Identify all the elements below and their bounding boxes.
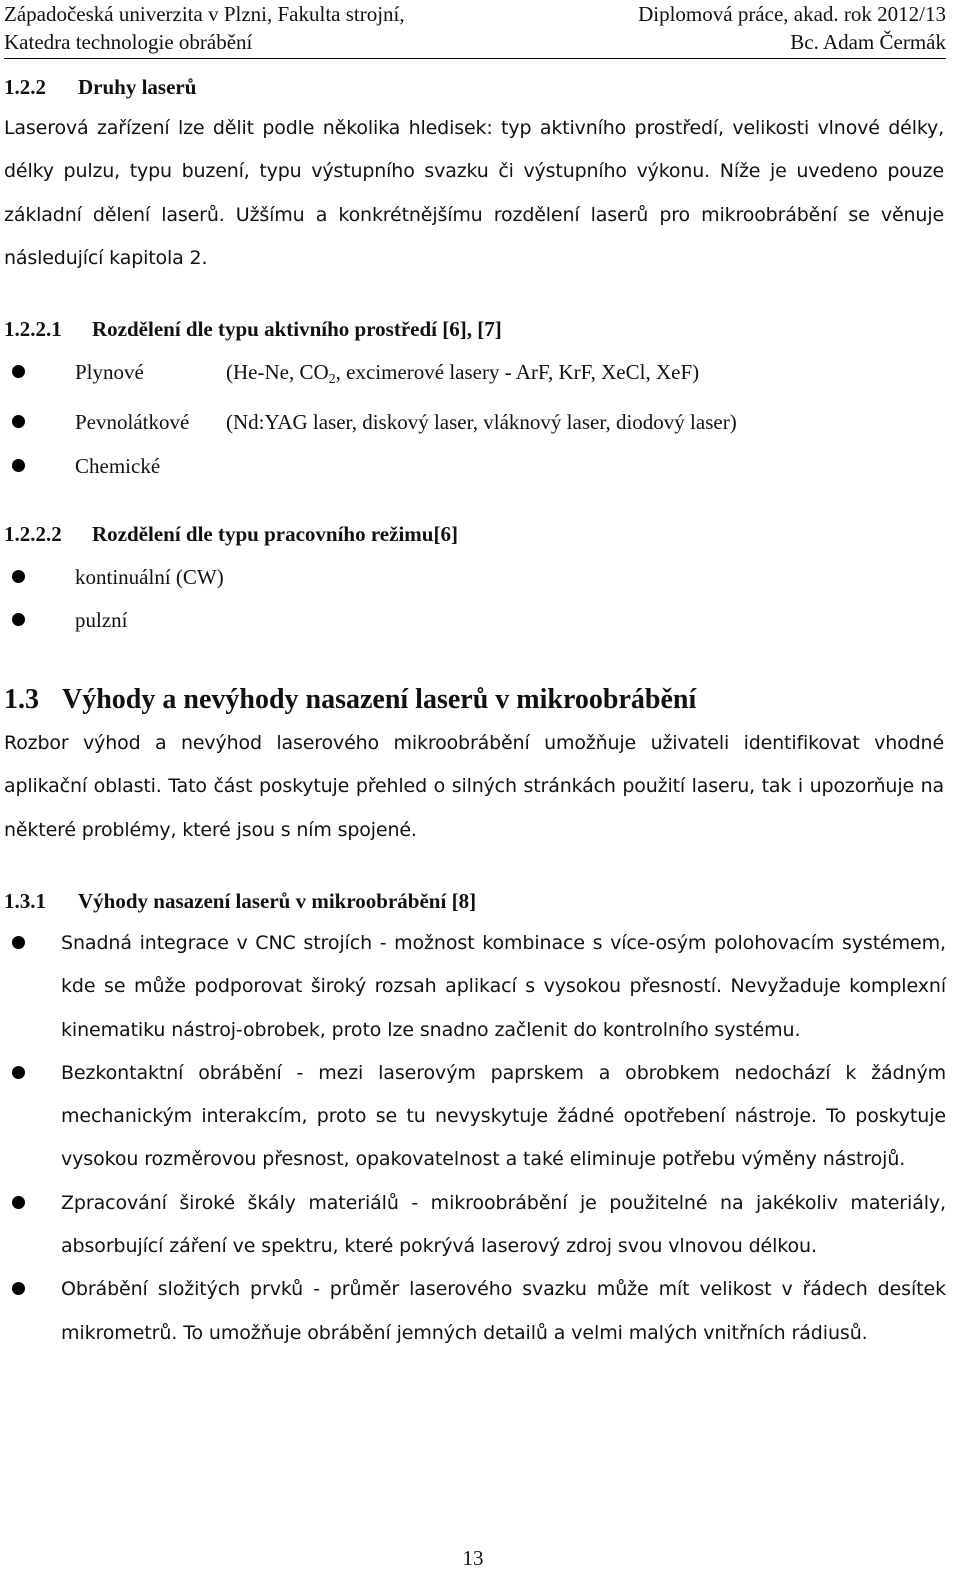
bullet-icon bbox=[12, 570, 25, 583]
item-text: Obrábění složitých prvků - průměr laserového svazku může mít velikost v řádech desítek mikrometrů. To umožňuje obrábění jemných detailů a velmi malých vnitřních rádiusů. bbox=[61, 1278, 946, 1344]
heading-number: 1.2.2 bbox=[4, 75, 46, 99]
list-advantages bbox=[4, 922, 946, 1355]
heading-title: Výhody a nevýhody nasazení laserů v mikroobrábění bbox=[62, 684, 697, 715]
item-text: kontinuální (CW) bbox=[75, 565, 224, 589]
heading-number: 1.2.2.2 bbox=[4, 522, 62, 546]
heading-title: Rozdělení dle typu pracovního režimu[6] bbox=[92, 522, 458, 546]
heading-1-3-1 bbox=[4, 886, 944, 916]
item-text: Bezkontaktní obrábění - mezi laserovým paprskem a obrobkem nedochází k žádným mechanickým interakcím, proto se tu nevyskytuje žádné opotřebení nástroje. To poskytuje vysokou rozměrovou přesnost, opakovatelnost a také eliminuje potřebu výměny nástrojů. bbox=[61, 1061, 946, 1171]
heading-1-2-2-2 bbox=[4, 519, 944, 549]
item-detail bbox=[226, 360, 700, 387]
paragraph-vyhody-nevyhody: Rozbor výhod a nevýhod laserového mikroobrábění umožňuje uživateli identifikovat vhodné aplikační oblasti. Tato část poskytuje přehled o silných stránkách použití laseru, tak i upozorňuje na některé problémy, které jsou s ním spojené. bbox=[4, 732, 944, 841]
item-term: Chemické bbox=[75, 453, 161, 478]
list-item bbox=[4, 1182, 946, 1269]
item-detail-post: , excimerové lasery - ArF, KrF, XeCl, XeF) bbox=[335, 360, 700, 384]
item-text: Snadná integrace v CNC strojích - možnost kombinace s více-osým polohovacím systémem, kde se může podporovat široký rozsah aplikací s vysokou přesností. Nevyžaduje komplexní kinematiku nástroj-obrobek, proto lze snadno začlenit do kontrolního systému. bbox=[61, 932, 946, 1041]
heading-1-2-2-1 bbox=[4, 314, 944, 344]
header-row-2 bbox=[4, 28, 946, 56]
heading-title: Druhy laserů bbox=[78, 75, 197, 99]
item-detail: (Nd:YAG laser, diskový laser, vláknový laser, diodový laser) bbox=[226, 410, 737, 435]
bullet-icon bbox=[12, 1196, 25, 1209]
header-university: Západočeská univerzita v Plzni, Fakulta strojní, bbox=[4, 2, 405, 26]
heading-1-3 bbox=[4, 683, 944, 717]
heading-number: 1.2.2.1 bbox=[4, 317, 62, 341]
list-item bbox=[4, 922, 946, 1052]
list-item bbox=[4, 599, 946, 642]
item-term: Plynové bbox=[75, 360, 144, 384]
bullet-icon bbox=[12, 415, 25, 428]
list-item bbox=[4, 401, 946, 444]
bullet-icon bbox=[12, 365, 25, 378]
header-department: Katedra technologie obrábění bbox=[4, 30, 253, 54]
list-item bbox=[4, 1268, 946, 1355]
heading-number: 1.3.1 bbox=[4, 889, 46, 913]
bullet-icon bbox=[12, 459, 25, 472]
item-text: pulzní bbox=[75, 608, 128, 633]
header-thesis: Diplomová práce, akad. rok 2012/13 bbox=[638, 2, 946, 26]
list-item bbox=[4, 445, 946, 488]
list-item bbox=[4, 556, 946, 599]
header-author: Bc. Adam Čermák bbox=[790, 30, 946, 54]
page-number: 13 bbox=[462, 1546, 484, 1570]
heading-number: 1.3 bbox=[4, 684, 39, 715]
bullet-icon bbox=[12, 1066, 25, 1079]
heading-title: Výhody nasazení laserů v mikroobrábění [8] bbox=[78, 889, 477, 913]
paragraph-druhy-laseru: Laserová zařízení lze dělit podle několika hledisek: typ aktivního prostředí, velikosti vlnové délky, délky pulzu, typu buzení, typu výstupního svazku či výstupního výkonu. Níže je uvedeno pouze základní dělení laserů. Užšímu a konkrétnějšímu rozdělení laserů pro mikroobrábění se věnuje následující kapitola 2. bbox=[4, 117, 944, 269]
list-active-medium bbox=[4, 351, 946, 488]
list-item bbox=[4, 1052, 946, 1182]
heading-1-2-2 bbox=[4, 72, 944, 102]
header-row-1 bbox=[4, 0, 946, 28]
item-detail-subscript: 2 bbox=[328, 372, 336, 387]
list-operating-mode bbox=[4, 556, 946, 643]
list-item bbox=[4, 351, 946, 401]
item-term: Pevnolátkové bbox=[75, 410, 190, 435]
bullet-icon bbox=[12, 613, 25, 626]
header-rule bbox=[4, 58, 946, 59]
item-detail-pre: (He-Ne, CO bbox=[226, 360, 329, 384]
bullet-icon bbox=[12, 936, 25, 949]
bullet-icon bbox=[12, 1282, 25, 1295]
heading-title: Rozdělení dle typu aktivního prostředí [6], [7] bbox=[92, 317, 502, 341]
running-header bbox=[4, 0, 946, 59]
item-text: Zpracování široké škály materiálů - mikroobrábění je použitelné na jakékoliv materiály, absorbující záření ve spektru, které pokrývá laserový zdroj svou vlnovou délkou. bbox=[61, 1191, 946, 1258]
